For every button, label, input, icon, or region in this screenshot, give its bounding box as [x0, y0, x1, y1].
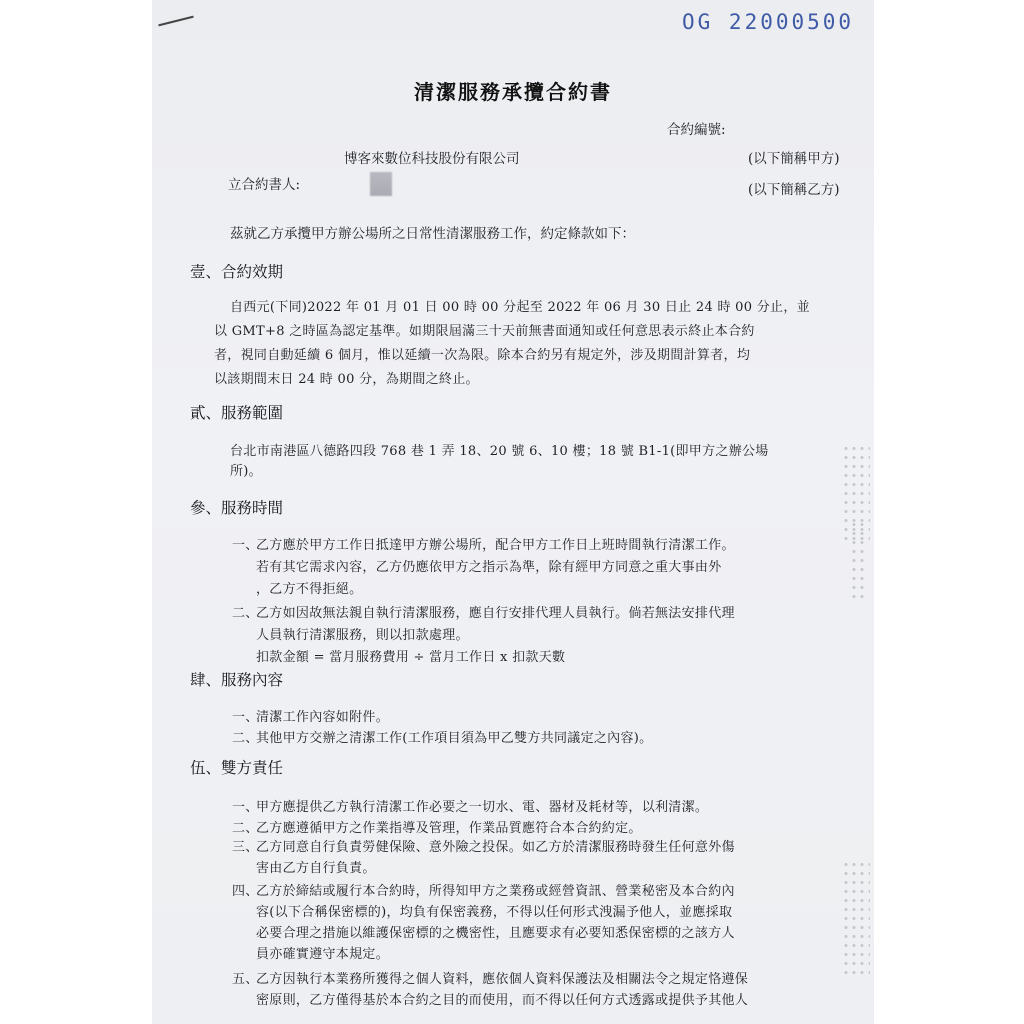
item-line: 密原則，乙方僅得基於本合約之目的而使用，而不得以任何方式透露或提供予其他人: [256, 993, 749, 1008]
item-line: 乙方應於甲方工作日抵達甲方辦公場所，配合甲方工作日上班時間執行清潔工作。: [256, 538, 735, 553]
serial-number: OG 22000500: [682, 10, 855, 34]
section-line: 台北市南港區八德路四段 768 巷 1 弄 18、20 號 6、10 樓；18 號 B1-1(即甲方之辦公場: [230, 444, 769, 459]
perforation-dots: [842, 860, 870, 980]
section-heading: 伍、雙方責任: [190, 759, 284, 777]
section-line: 所)。: [230, 464, 262, 479]
item-number: 五、: [232, 972, 259, 987]
item-number: 二、: [232, 731, 259, 746]
section-heading: 貳、服務範圍: [190, 404, 284, 422]
section-heading: 肆、服務內容: [190, 671, 284, 689]
item-number: 二、: [232, 821, 259, 836]
party-b-alias: (以下簡稱乙方): [748, 182, 840, 198]
contract-page: [152, 0, 874, 1024]
party-b-label: 立合約書人:: [228, 177, 301, 193]
item-line: 其他甲方交辦之清潔工作(工作項目須為甲乙雙方共同議定之內容)。: [256, 731, 653, 746]
item-number: 一、: [232, 710, 259, 725]
item-line: 乙方如因故無法親自執行清潔服務，應自行安排代理人員執行。倘若無法安排代理: [256, 606, 735, 621]
item-line: 乙方於締結或履行本合約時，所得知甲方之業務或經營資訊、營業秘密及本合約內: [256, 884, 735, 899]
item-line: 害由乙方自行負責。: [256, 861, 376, 876]
item-line: 乙方同意自行負責勞健保險、意外險之投保。如乙方於清潔服務時發生任何意外傷: [256, 840, 735, 855]
party-a-name: 博客來數位科技股份有限公司: [344, 151, 520, 167]
section-heading: 參、服務時間: [190, 499, 284, 517]
item-line: ，乙方不得拒絕。: [256, 582, 363, 597]
item-line: 清潔工作內容如附件。: [256, 710, 390, 725]
item-number: 一、: [232, 800, 259, 815]
item-number: 三、: [232, 840, 259, 855]
pen-mark: [158, 16, 193, 27]
item-number: 二、: [232, 606, 259, 621]
item-line: 乙方應遵循甲方之作業指導及管理，作業品質應符合本合約約定。: [256, 821, 642, 836]
item-number: 四、: [232, 884, 259, 899]
section-line: 者，視同自動延續 6 個月，惟以延續一次為限。除本合約另有規定外，涉及期間計算者，均: [214, 348, 751, 363]
section-line: 以 GMT+8 之時區為認定基準。如期限屆滿三十天前無書面通知或任何意思表示終止本合約: [214, 324, 755, 339]
item-line: 若有其它需求內容，乙方仍應依甲方之指示為準，除有經甲方同意之重大事由外: [256, 560, 722, 575]
item-line: 員亦確實遵守本規定。: [256, 947, 390, 962]
item-line: 人員執行清潔服務，則以扣款處理。: [256, 628, 469, 643]
section-line: 自西元(下同)2022 年 01 月 01 日 00 時 00 分起至 2022 年 06 月 30 日止 24 時 00 分止，並: [230, 300, 810, 315]
section-heading: 壹、合約效期: [190, 263, 284, 281]
contract-no-label: 合約編號:: [667, 122, 726, 138]
item-line: 必要合理之措施以維護保密標的之機密性，且應要求有必要知悉保密標的之該方人: [256, 926, 735, 941]
party-a-alias: (以下簡稱甲方): [748, 151, 840, 167]
document-title: 清潔服務承攬合約書: [414, 80, 612, 104]
perforation-dots: [850, 520, 868, 600]
deduction-formula: 扣款金額 = 當月服務費用 ÷ 當月工作日 x 扣款天數: [256, 650, 566, 665]
item-number: 一、: [232, 538, 259, 553]
redacted-name: [370, 172, 392, 196]
section-line: 以該期間末日 24 時 00 分，為期間之終止。: [214, 372, 479, 387]
item-line: 甲方應提供乙方執行清潔工作必要之一切水、電、器材及耗材等，以利清潔。: [256, 800, 709, 815]
item-line: 容(以下合稱保密標的)，均負有保密義務，不得以任何形式洩漏予他人，並應採取: [256, 905, 733, 920]
item-line: 乙方因執行本業務所獲得之個人資料，應依個人資料保護法及相關法令之規定恪遵保: [256, 972, 749, 987]
intro-text: 茲就乙方承攬甲方辦公場所之日常性清潔服務工作，約定條款如下：: [230, 226, 635, 242]
